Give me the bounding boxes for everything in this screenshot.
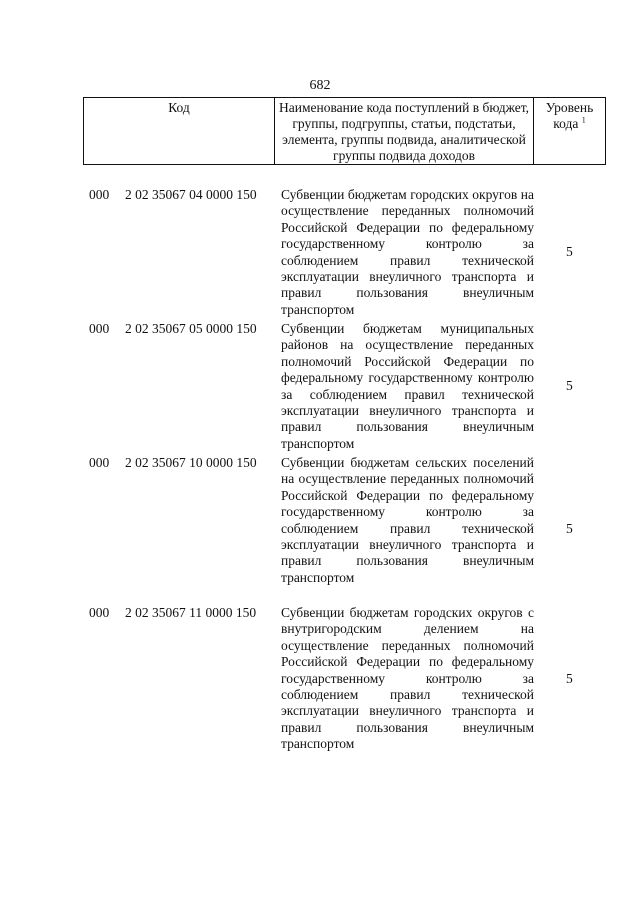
revenue-name: Субвенции бюджетам городских округов на осуществление переданных полномочий Российской Федерации по федеральному государственному контролю за соблюдением правил технической эксплуатации внеуличного транспорта и правил пользования внеуличным транспортом [281,187,534,317]
table-header [83,97,606,165]
admin-code: 000 [89,455,110,470]
page-number: 682 [309,78,331,93]
code-level: 5 [566,671,573,686]
code-level: 5 [566,378,573,393]
revenue-code: 2 02 35067 05 0000 150 [125,321,257,336]
header-name: Наименование кода поступлений в бюджет, группы, подгруппы, статьи, подстатьи, элемента, группы подвида, аналитической группы подвида доходов [275,98,534,165]
code-level: 5 [566,521,573,536]
header-level [534,98,606,165]
revenue-code: 2 02 35067 11 0000 150 [125,605,257,620]
admin-code: 000 [89,605,110,620]
code-level: 5 [566,244,573,259]
header-level-footnote: 1 [581,115,586,125]
revenue-code: 2 02 35067 04 0000 150 [125,187,257,202]
header-level-label: Уровень кода [545,100,594,131]
admin-code: 000 [89,187,110,202]
revenue-name: Субвенции бюджетам муниципальных районов на осуществление переданных полномочий Российской Федерации по федеральному государственному контролю за соблюдением правил технической эксплуатации внеуличного транспорта и правил пользования внеуличным транспортом [281,321,534,451]
revenue-code: 2 02 35067 10 0000 150 [125,455,257,470]
revenue-name: Субвенции бюджетам сельских поселений на осуществление переданных полномочий Российской Федерации по федеральному государственному контролю за соблюдением правил технической эксплуатации внеуличного транспорта и правил пользования внеуличным транспортом [281,455,534,585]
admin-code: 000 [89,321,110,336]
revenue-name: Субвенции бюджетам городских округов с внутригородским делением на осуществление переданных полномочий Российской Федерации по федеральному государственному контролю за соблюдением правил технической эксплуатации внеуличного транспорта и правил пользования внеуличным транспортом [281,605,534,752]
header-code: Код [84,98,275,165]
